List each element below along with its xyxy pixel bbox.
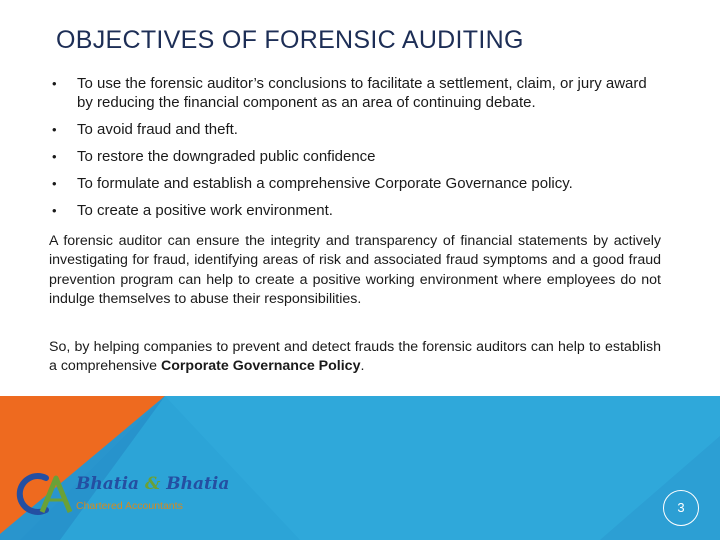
page-number-badge: 3	[663, 490, 699, 526]
list-item	[52, 201, 664, 220]
objectives-list	[52, 74, 664, 228]
logo-name-right: Bhatia	[166, 474, 230, 494]
slide-title: OBJECTIVES OF FORENSIC AUDITING	[56, 26, 524, 54]
logo-ampersand: &	[145, 474, 161, 494]
conclusion-end: .	[360, 358, 365, 375]
conclusion-emphasis: Corporate Governance Policy	[160, 358, 361, 375]
body-paragraph: A forensic auditor can ensure the integrity and transparency of financial statements by actively investigating for fraud, identifying areas of risk and associated fraud symptoms and a good fraud prevention program can help to create a positive working environment where employees do not indulge themselves to abuse their responsibilities.	[49, 233, 661, 308]
list-item-text: To avoid fraud and theft.	[77, 121, 238, 138]
list-item-text: To use the forensic auditor’s conclusions to facilitate a settlement, claim, or jury award by reducing the financial component as an area of continuing debate.	[77, 75, 647, 111]
list-item	[52, 147, 664, 166]
list-item-text: To formulate and establish a comprehensive Corporate Governance policy.	[77, 175, 573, 192]
conclusion-text: So, by helping companies to prevent and detect frauds the forensic auditors can help to establish a comprehensive	[49, 339, 661, 375]
footer-band	[0, 396, 720, 540]
bullet-marker: •	[52, 76, 57, 91]
list-item	[52, 74, 664, 112]
logo-subtitle: Chartered Accountants	[76, 500, 183, 512]
conclusion-paragraph	[49, 338, 661, 377]
list-item	[52, 174, 664, 193]
company-logo	[12, 470, 252, 518]
bullet-marker: •	[52, 176, 57, 191]
ca-logo-icon	[12, 470, 76, 518]
logo-name-left: Bhatia	[76, 474, 140, 494]
footer-background	[0, 396, 720, 540]
logo-firm-name	[76, 474, 229, 494]
bullet-marker: •	[52, 203, 57, 218]
bullet-marker: •	[52, 149, 57, 164]
list-item-text: To create a positive work environment.	[77, 202, 333, 219]
list-item-text: To restore the downgraded public confidence	[77, 148, 376, 165]
list-item	[52, 120, 664, 139]
bullet-marker: •	[52, 122, 57, 137]
